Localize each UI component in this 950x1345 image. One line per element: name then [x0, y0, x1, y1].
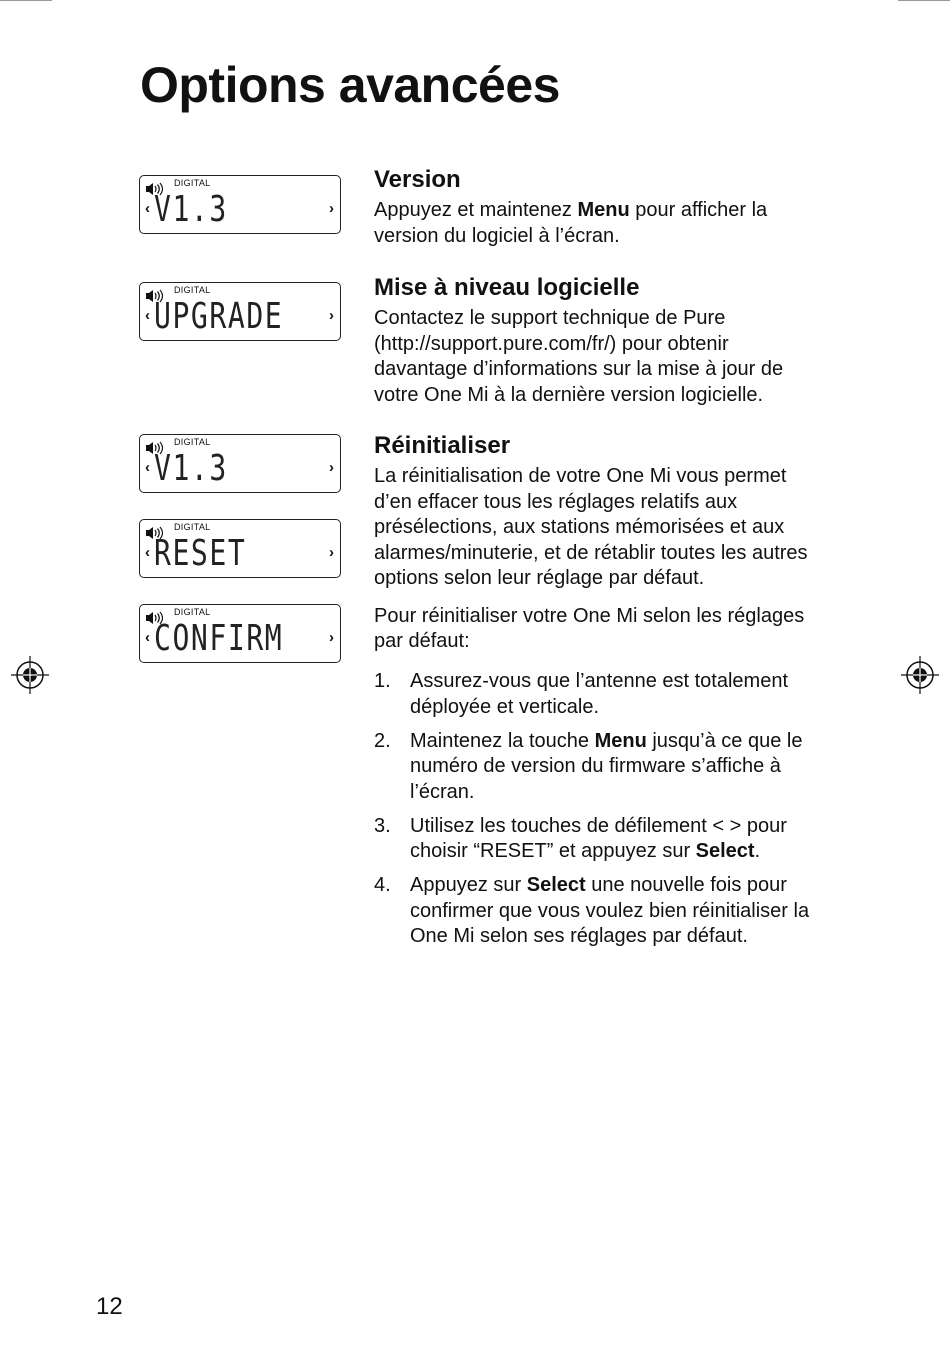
lcd-screen-upgrade: [139, 282, 341, 341]
lcd-screen-version-2: [139, 434, 341, 493]
chevron-left-icon: ‹: [145, 629, 150, 646]
lcd-text: UPGRADE: [154, 296, 284, 337]
chevron-right-icon: ›: [329, 200, 334, 217]
section-body-2: Pour réinitialiser votre One Mi selon les réglages par défaut:: [374, 604, 805, 652]
digital-label: DIGITAL: [174, 285, 211, 295]
digital-label: DIGITAL: [174, 522, 211, 532]
chevron-left-icon: ‹: [145, 459, 150, 476]
chevron-right-icon: ›: [329, 544, 334, 561]
lcd-text: RESET: [154, 533, 247, 574]
lcd-screen-confirm: [139, 604, 341, 663]
page-number: 12: [96, 1293, 123, 1320]
list-item: 3. Utilisez les touches de défilement < > pour choisir “RESET” et appuyez sur Select.: [374, 814, 787, 862]
chevron-left-icon: ‹: [145, 307, 150, 324]
lcd-text: CONFIRM: [154, 618, 284, 659]
section-body: Contactez le support technique de Pure (http://support.pure.com/fr/) pour obtenir davantage d’informations sur la mise à jour de votre One Mi à la dernière version logicielle.: [374, 307, 784, 406]
section-heading: Mise à niveau logicielle: [374, 274, 640, 301]
lcd-text: V1.3: [154, 189, 228, 230]
lcd-screen-version: [139, 175, 341, 234]
digital-label: DIGITAL: [174, 607, 211, 617]
section-body: Appuyez et maintenez Menu pour afficher la version du logiciel à l’écran.: [374, 199, 768, 247]
chevron-right-icon: ›: [329, 629, 334, 646]
section-heading: Réinitialiser: [374, 432, 511, 459]
page-title: Options avancées: [140, 57, 560, 113]
lcd-screen-reset: [139, 519, 341, 578]
list-item: 2. Maintenez la touche Menu jusqu’à ce que le numéro de version du firmware s’affiche à l’écran.: [374, 729, 803, 803]
lcd-text: V1.3: [154, 448, 228, 489]
section-body: La réinitialisation de votre One Mi vous permet d’en effacer tous les réglages relatifs aux présélections, aux stations mémorisées et aux alarmes/minuterie, et de rétablir toutes les autres options selon leur réglage par défaut.: [374, 465, 808, 589]
list-item: 4. Appuyez sur Select une nouvelle fois pour confirmer que vous voulez bien réinitialiser la One Mi selon ses réglages par défaut.: [374, 874, 810, 947]
section-upgrade: [374, 274, 814, 408]
digital-label: DIGITAL: [174, 178, 211, 188]
steps-list: [374, 669, 814, 958]
chevron-right-icon: ›: [329, 459, 334, 476]
section-reset: [374, 432, 814, 655]
registration-mark-icon: [901, 656, 939, 694]
chevron-right-icon: ›: [329, 307, 334, 324]
crop-mark-right: [898, 0, 950, 1]
section-heading: Version: [374, 166, 461, 193]
list-item: 1. Assurez-vous que l’antenne est totalement déployée et verticale.: [374, 670, 788, 718]
chevron-left-icon: ‹: [145, 544, 150, 561]
digital-label: DIGITAL: [174, 437, 211, 447]
section-version: [374, 166, 814, 249]
registration-mark-icon: [11, 656, 49, 694]
chevron-left-icon: ‹: [145, 200, 150, 217]
crop-mark-left: [0, 0, 52, 1]
